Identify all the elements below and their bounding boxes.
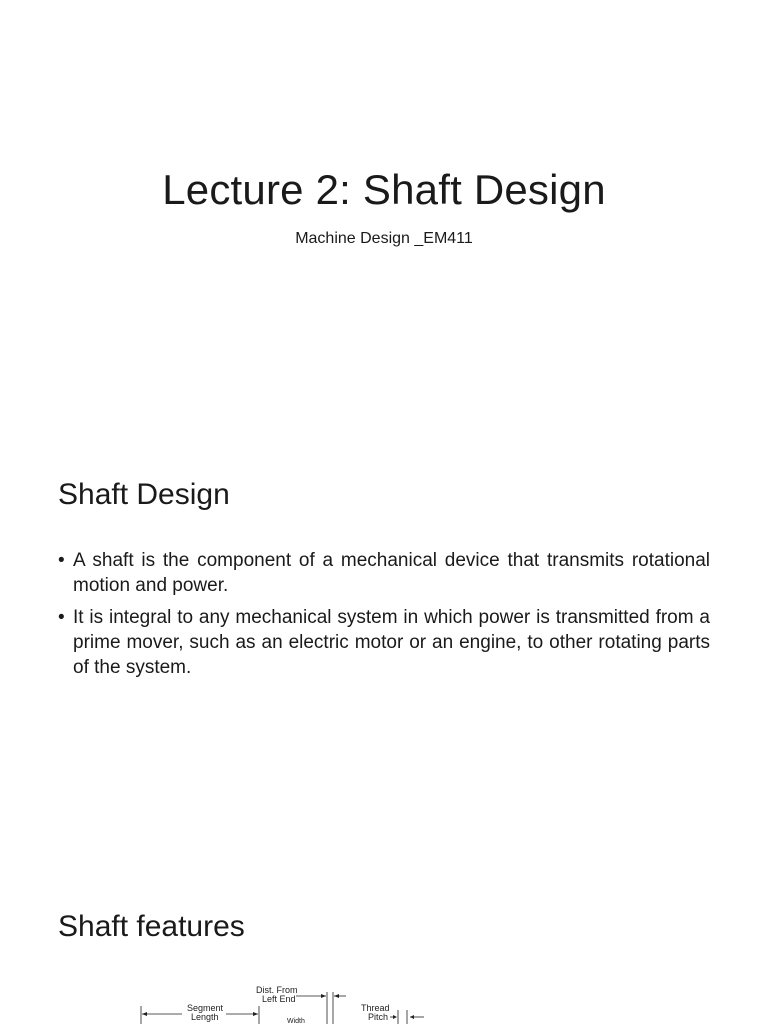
- arrow-head-icon: [142, 1012, 147, 1016]
- dist-from-left-end-label: Dist. From: [256, 985, 298, 995]
- bullet-text: A shaft is the component of a mechanical device that transmits rotational motion and power.: [73, 550, 710, 596]
- thread-pitch-label: Thread: [361, 1003, 390, 1013]
- shaft-features-slide: [0, 864, 768, 1024]
- dist-from-left-end-label: Left End: [262, 994, 296, 1004]
- bullet-icon: •: [58, 607, 65, 628]
- arrow-head-icon: [393, 1015, 397, 1019]
- bullet-item: [58, 548, 710, 598]
- title-slide: [0, 0, 768, 432]
- thread-pitch-label: Pitch: [368, 1012, 389, 1022]
- bullet-list: [58, 548, 710, 687]
- arrow-head-icon: [334, 994, 339, 998]
- course-subtitle: Machine Design _EM411: [295, 230, 473, 247]
- shaft-design-slide: [0, 432, 768, 864]
- segment-length-label: Length: [191, 1012, 219, 1022]
- bullet-icon: •: [58, 550, 65, 571]
- shaft-diagram: [0, 980, 768, 1024]
- lecture-title: Lecture 2: Shaft Design: [162, 166, 606, 213]
- arrow-head-icon: [321, 994, 326, 998]
- slide-heading: Shaft features: [58, 910, 245, 943]
- bullet-item: [58, 605, 710, 680]
- arrow-head-icon: [253, 1012, 258, 1016]
- segment-length-label: Segment: [187, 1003, 224, 1013]
- slide-heading: Shaft Design: [58, 478, 230, 511]
- width-label: Width: [287, 1018, 305, 1024]
- bullet-text: It is integral to any mechanical system in which power is transmitted from a prime mover, such as an electric motor or an engine, to other rotating parts of the system.: [73, 607, 710, 678]
- arrow-head-icon: [410, 1015, 414, 1019]
